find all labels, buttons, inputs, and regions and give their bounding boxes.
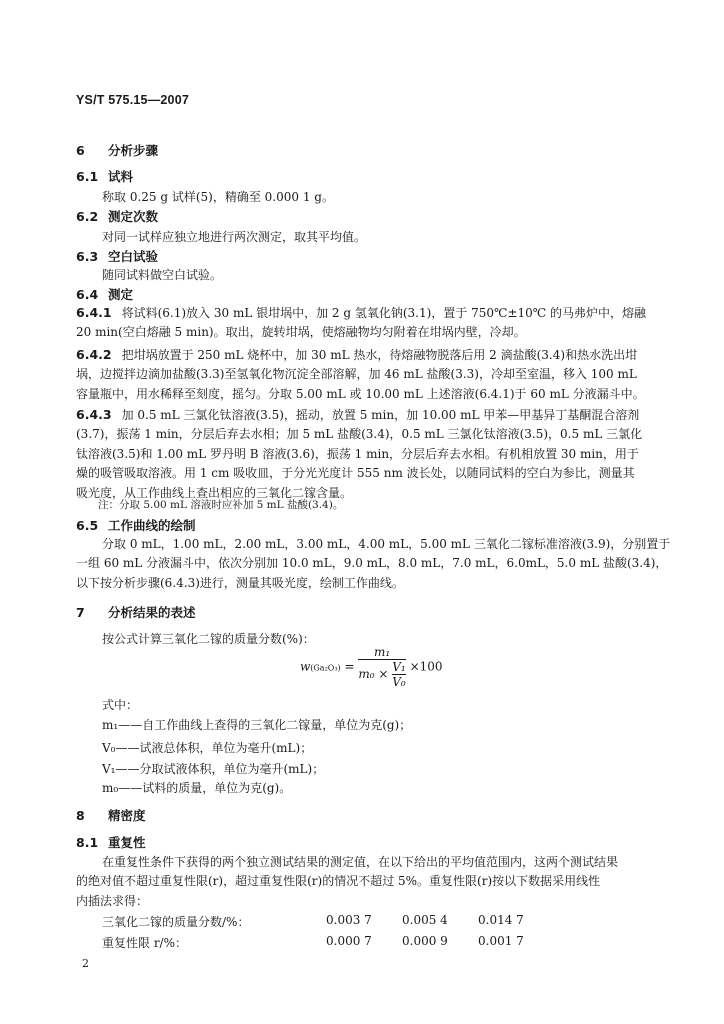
- section-8-1-body: 在重复性条件下获得的两个独立测试结果的测定值，在以下给出的平均值范围内，这两个测试结果 的绝对值不超过重复性限(r)，超过重复性限(r)的情况不超过 5%。重复性限(r)按以下数据采用线性 内插法求得：: [76, 855, 619, 908]
- variable-definition: V₀——试液总体积，单位为毫升(mL)；: [102, 741, 313, 755]
- section-7-intro: 按公式计算三氧化二镓的质量分数(%)：: [102, 632, 315, 646]
- section-6-1-heading: 6.1 试料: [76, 169, 134, 184]
- section-6-heading: 6 分析步骤: [76, 143, 159, 158]
- section-6-4-3-para: 6.4.3 加 0.5 mL 三氯化钛溶液(3.5)，摇动，放置 5 min，加 10.00 mL 甲苯—甲基异丁基酮混合溶剂 (3.7)，振荡 1 min，分层后弃去水相；加 5 mL 盐酸(3.4)，0.5 mL 三氯化钛溶液(3.5)，0.5 mL 三氯化 钛溶液(3.5)和 1.00 mL 罗丹明 B 溶液(3.6)，振荡 1 min，分层后弃去水相。有机相放置 30 min，用于 燥的吸管吸取溶液。用 1 cm 吸收皿，于分光光度计 555 nm 波长处，以随同试料的空白为参比，测量其 吸光度，从工作曲线上查出相应的三氧化二镓含量。: [76, 407, 643, 500]
- variable-definition: m₀——试料的质量，单位为克(g)。: [102, 781, 292, 795]
- section-6-4-heading: 6.4 测定: [76, 287, 134, 302]
- mass-fraction-formula: w(Ga₂O₃) = m₁ m₀ × $\frac{\text{V₁}}{\text{V₀}}$ ×100: [300, 645, 443, 689]
- page-number: 2: [82, 957, 89, 970]
- standard-code-header: YS/T 575.15—2007: [76, 93, 189, 107]
- formula-where-label: 式中：: [102, 698, 139, 712]
- formula-main-fraction: m₁ m₀ × $\frac{\text{V₁}}{\text{V₀}}$: [358, 645, 406, 689]
- section-7-heading: 7 分析结果的表述: [76, 605, 196, 620]
- variable-definition: m₁——自工作曲线上查得的三氧化二镓量，单位为克(g)；: [102, 718, 412, 732]
- section-6-2-heading: 6.2 测定次数: [76, 209, 159, 224]
- section-8-1-heading: 8.1 重复性: [76, 835, 146, 850]
- formula-inner-fraction: $\frac{\text{V₁}}{\text{V₀}}$: [392, 660, 406, 689]
- section-6-3-heading: 6.3 空白试验: [76, 249, 159, 264]
- section-8-heading: 8 精密度: [76, 808, 146, 823]
- section-6-4-1-para: 6.4.1 将试料(6.1)放入 30 mL 银坩埚中，加 2 g 氢氧化钠(3.1)，置于 750℃±10℃ 的马弗炉中，熔融 20 min(空白熔融 5 min)。取出，旋转坩埚，使熔融物均匀附着在坩埚内壁，冷却。: [76, 305, 647, 339]
- section-6-5-heading: 6.5 工作曲线的绘制: [76, 518, 196, 533]
- section-6-5-body: 分取 0 mL，1.00 mL，2.00 mL，3.00 mL，4.00 mL，5.00 mL 三氧化二镓标准溶液(3.9)，分别置于 一组 60 mL 分液漏斗中，依次分别加 10.0 mL，9.0 mL，8.0 mL，7.0 mL，6.0mL，5.0 mL 盐酸(3.4)， 以下按分析步骤(6.4.3)进行，测量其吸光度，绘制工作曲线。: [76, 537, 671, 590]
- section-6-1-body: 称取 0.25 g 试样(5)，精确至 0.000 1 g。: [102, 190, 334, 204]
- section-6-4-3-note: 注：分取 5.00 mL 溶液时应补加 5 mL 盐酸(3.4)。: [98, 499, 344, 511]
- section-6-3-body: 随同试料做空白试验。: [102, 268, 223, 282]
- section-6-2-body: 对同一试样应独立地进行两次测定，取其平均值。: [102, 230, 367, 244]
- section-6-4-2-para: 6.4.2 把坩埚放置于 250 mL 烧杯中，加 30 mL 热水，待熔融物脱落后用 2 滴盐酸(3.4)和热水洗出坩 埚，边搅拌边滴加盐酸(3.3)至氢氧化物沉淀全部溶解，加 46 mL 盐酸(3.3)，冷却至室温，移入 100 mL 容量瓶中，用水稀释至刻度，摇匀。分取 5.00 mL 或 10.00 mL 上述溶液(6.4.1)于 60 mL 分液漏斗中。: [76, 347, 645, 401]
- variable-definition: V₁——分取试液体积，单位为毫升(mL)；: [102, 762, 325, 776]
